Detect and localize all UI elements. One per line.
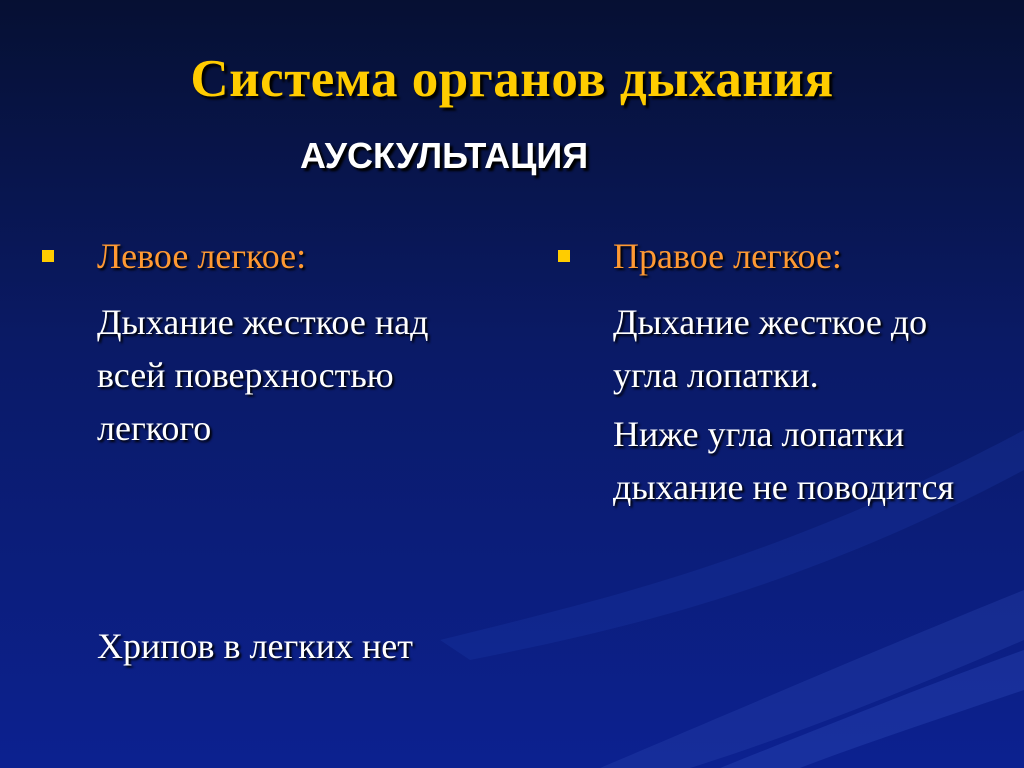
right-lung-breathing-text: Дыхание жесткое до угла лопатки.	[613, 302, 928, 395]
right-lung-column	[554, 228, 994, 514]
slide-subtitle: АУСКУЛЬТАЦИЯ	[300, 135, 589, 176]
right-lung-heading: Правое легкое:	[613, 236, 842, 276]
right-lung-bullet	[554, 228, 994, 284]
left-lung-breathing-text: Дыхание жесткое над всей поверхностью легкого	[97, 302, 429, 448]
left-lung-column	[38, 228, 458, 666]
slide-title: Система органов дыхания	[190, 50, 834, 108]
left-lung-heading: Левое легкое:	[97, 236, 307, 276]
left-lung-bullet	[38, 228, 458, 284]
square-bullet-icon	[558, 250, 570, 262]
left-lung-rales-text: Хрипов в легких нет	[97, 626, 413, 666]
square-bullet-icon	[42, 250, 54, 262]
right-lung-lower-text: Ниже угла лопатки дыхание не поводится	[613, 414, 955, 507]
